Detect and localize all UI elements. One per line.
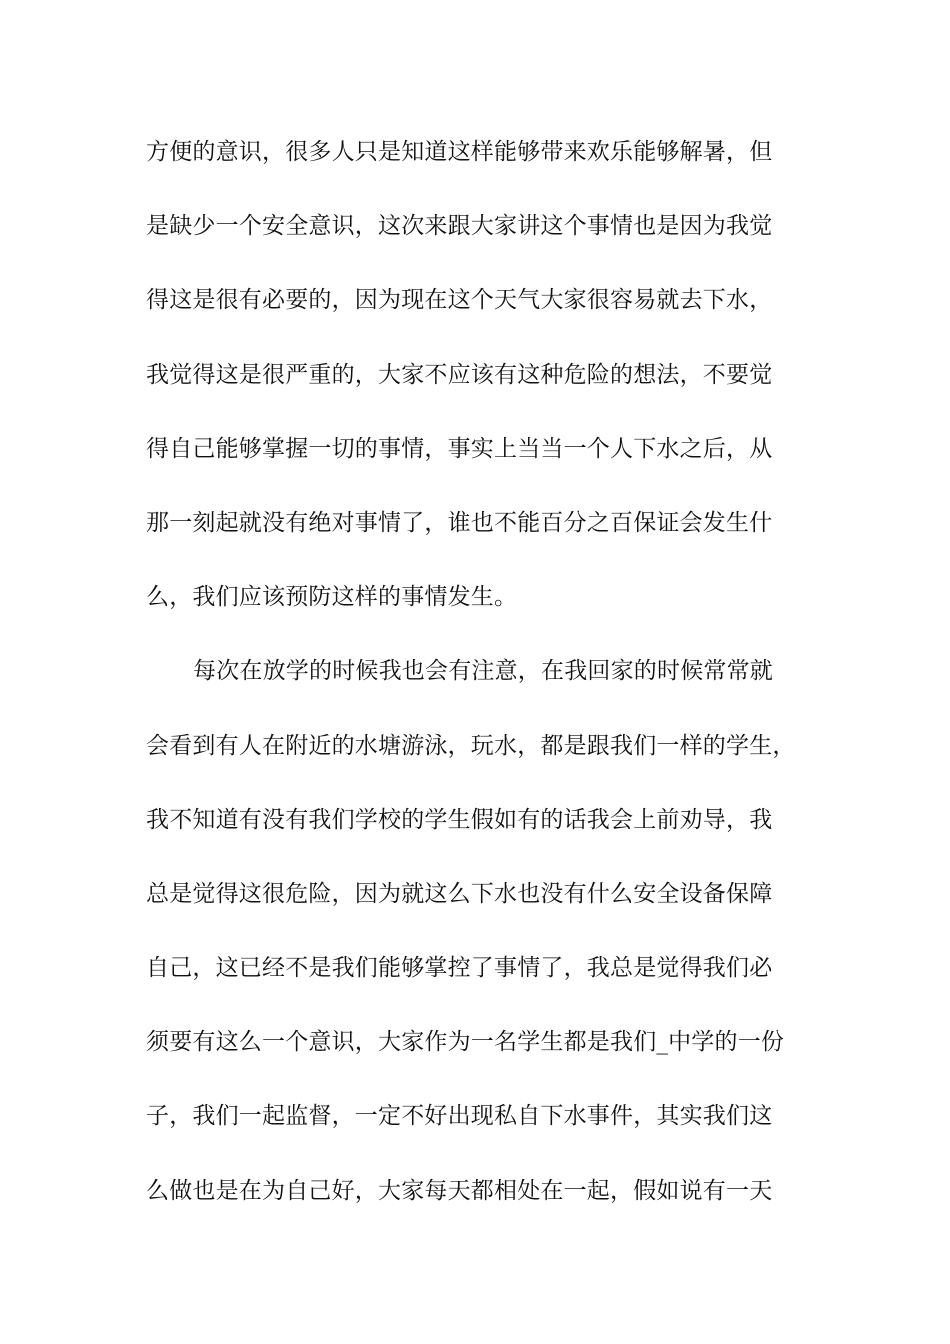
text-line: 我不知道有没有我们学校的学生假如有的话我会上前劝导，我 bbox=[146, 806, 773, 833]
text-line: 得这是很有必要的，因为现在这个天气大家很容易就去下水， bbox=[146, 287, 773, 314]
text-line: 自己，这已经不是我们能够掌控了事情了，我总是觉得我们必 bbox=[146, 955, 773, 982]
text-line: 我觉得这是很严重的，大家不应该有这种危险的想法，不要觉 bbox=[146, 361, 773, 388]
text-line: 方便的意识，很多人只是知道这样能够带来欢乐能够解暑，但 bbox=[146, 139, 773, 165]
document-body bbox=[146, 127, 836, 1240]
text-line: 么，我们应该预防这样的事情发生。 bbox=[146, 584, 518, 611]
text-line: 总是觉得这很危险，因为就这么下水也没有什么安全设备保障 bbox=[146, 880, 773, 907]
text-line: 得自己能够掌握一切的事情，事实上当当一个人下水之后，从 bbox=[146, 435, 773, 462]
text-line: 那一刻起就没有绝对事情了，谁也不能百分之百保证会发生什 bbox=[146, 509, 773, 536]
text-line: 么做也是在为自己好，大家每天都相处在一起，假如说有一天 bbox=[146, 1177, 773, 1204]
text-line: 须要有这么一个意识，大家作为一名学生都是我们_中学的一份 bbox=[146, 1029, 785, 1056]
text-line: 是缺少一个安全意识，这次来跟大家讲这个事情也是因为我觉 bbox=[146, 213, 773, 240]
paragraph-start-line: 每次在放学的时候我也会有注意，在我回家的时候常常就 bbox=[193, 658, 773, 685]
text-line: 会看到有人在附近的水塘游泳，玩水，都是跟我们一样的学生， bbox=[146, 732, 796, 759]
text-line: 子，我们一起监督，一定不好出现私自下水事件，其实我们这 bbox=[146, 1103, 773, 1130]
